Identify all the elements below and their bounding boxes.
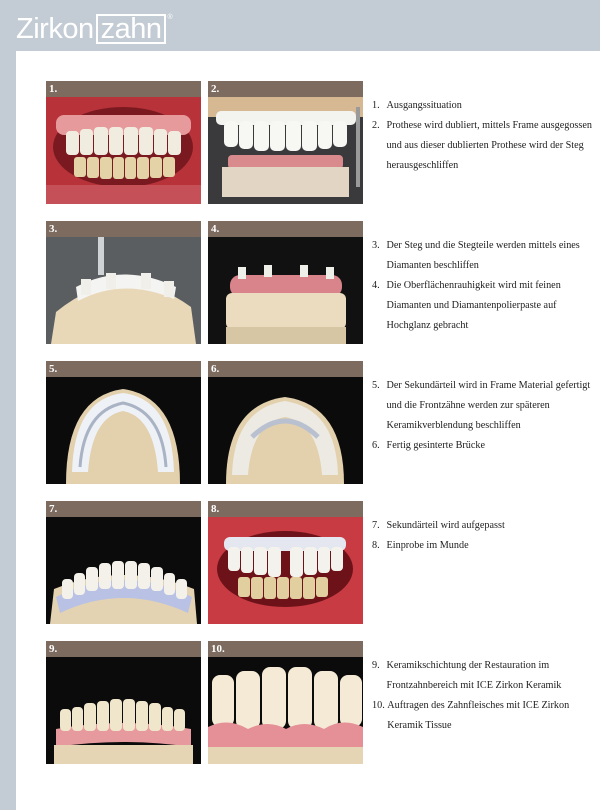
- registered-mark: ®: [167, 14, 173, 21]
- photo-step-1: [46, 81, 201, 204]
- dental-photo-icon: [46, 237, 201, 344]
- logo-text-zirkon: Zirkon: [16, 12, 94, 45]
- photo-label: 2.: [208, 81, 363, 97]
- photo-label: 3.: [46, 221, 201, 237]
- photo-step-5: [46, 361, 201, 484]
- dental-photo-icon: [208, 657, 363, 764]
- dental-photo-icon: [208, 237, 363, 344]
- photo-step-7: [46, 501, 201, 624]
- caption-item: 2. Prothese wird dubliert, mittels Frame ausgegossen und aus dieser dublierten Prothese wird der Steg herausgeschliffen: [372, 120, 592, 171]
- photo-step-6: [208, 361, 363, 484]
- photo-label: 7.: [46, 501, 201, 517]
- caption-item: 8. Einprobe im Munde: [372, 540, 469, 551]
- logo-text-zahn: zahn: [96, 14, 167, 44]
- caption-group-5: [372, 656, 600, 736]
- caption-item: 1. Ausgangssituation: [372, 100, 462, 111]
- photo-label: 5.: [46, 361, 201, 377]
- dental-photo-icon: [208, 97, 363, 204]
- caption-item: 7. Sekundärteil wird aufgepasst: [372, 520, 505, 531]
- photo-label: 1.: [46, 81, 201, 97]
- photo-label: 8.: [208, 501, 363, 517]
- photo-label: 6.: [208, 361, 363, 377]
- photo-label: 4.: [208, 221, 363, 237]
- caption-item: 3. Der Steg und die Stegteile werden mittels eines Diamanten beschliffen: [372, 240, 580, 271]
- zirkonzahn-logo: [16, 14, 172, 44]
- dental-photo-icon: [46, 517, 201, 624]
- photo-step-3: [46, 221, 201, 344]
- photo-label: 9.: [46, 641, 201, 657]
- caption-group-2: [372, 236, 600, 336]
- photo-label: 10.: [208, 641, 363, 657]
- dental-photo-icon: [208, 517, 363, 624]
- photo-step-9: [46, 641, 201, 764]
- caption-item: 10. Auftragen des Zahnfleisches mit ICE Zirkon Keramik Tissue: [372, 700, 570, 731]
- caption-group-4: [372, 516, 600, 556]
- dental-photo-icon: [46, 377, 201, 484]
- dental-photo-icon: [46, 657, 201, 764]
- photo-step-2: [208, 81, 363, 204]
- caption-group-3: [372, 376, 600, 456]
- dental-photo-icon: [46, 97, 201, 204]
- caption-item: 6. Fertig gesinterte Brücke: [372, 440, 485, 451]
- caption-group-1: [372, 96, 600, 176]
- photo-step-8: [208, 501, 363, 624]
- caption-item: 9. Keramikschichtung der Restauration im Frontzahnbereich mit ICE Zirkon Keramik: [372, 660, 562, 691]
- photo-step-10: [208, 641, 363, 764]
- page-content: [16, 51, 600, 810]
- photo-step-4: [208, 221, 363, 344]
- caption-item: 5. Der Sekundärteil wird in Frame Material gefertigt und die Frontzähne werden zur späteren Keramikverblendung beschliffen: [372, 380, 591, 431]
- caption-item: 4. Die Oberflächenrauhigkeit wird mit feinen Diamanten und Diamantenpolierpaste auf Hochglanz gebracht: [372, 280, 561, 331]
- dental-photo-icon: [208, 377, 363, 484]
